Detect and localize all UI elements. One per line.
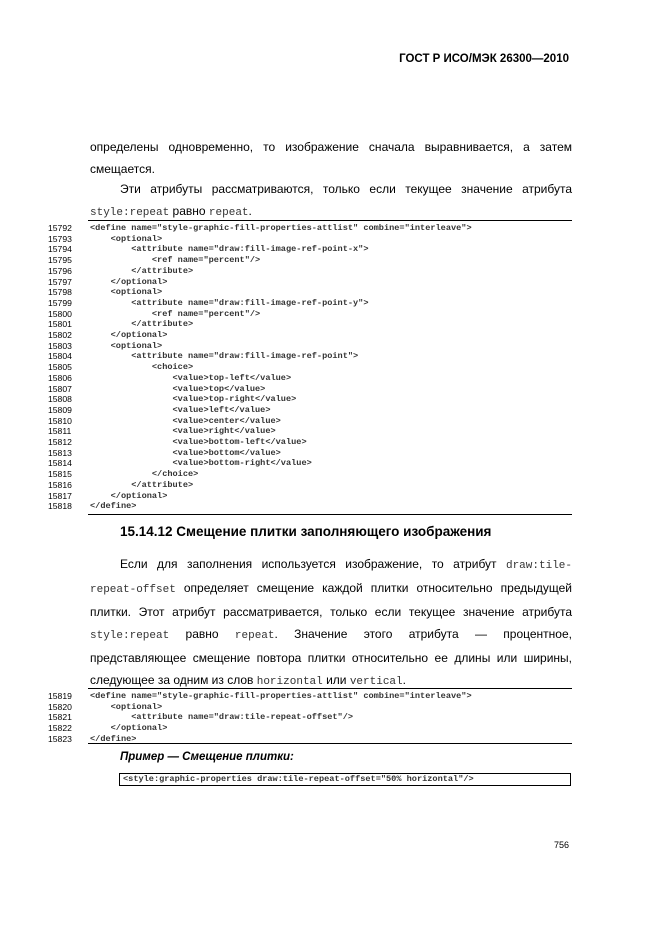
line-number: 15815	[48, 469, 72, 480]
code-top-rule	[88, 688, 572, 689]
code-text: <choice>	[90, 362, 194, 373]
document-header: ГОСТ Р ИСО/МЭК 26300—2010	[399, 53, 569, 65]
line-number: 15814	[48, 458, 72, 469]
line-number: 15810	[48, 415, 72, 426]
code-text: <value>bottom-right</value>	[90, 458, 312, 469]
intro-text-2a: Эти атрибуты рассматриваются, только если текущее значение атрибута	[120, 182, 572, 196]
code-text: <optional>	[90, 701, 163, 712]
code-text: </define>	[90, 733, 137, 744]
line-number: 15799	[48, 297, 72, 308]
section-paragraph	[90, 553, 572, 693]
intro-paragraph-1	[90, 136, 572, 180]
intro-text-2c: .	[248, 204, 252, 218]
line-number: 15809	[48, 404, 72, 415]
code-text: <value>bottom-left</value>	[90, 437, 307, 447]
code-text: <optional>	[90, 340, 163, 351]
section-heading: 15.14.12 Смещение плитки заполняющего изображения	[120, 524, 492, 539]
code-text: </optional>	[90, 723, 168, 734]
line-number: 15811	[48, 426, 72, 437]
intro-text-1: определены одновременно, то изображение сначала выравнивается, а затем смещается.	[90, 140, 572, 176]
code-listing-1	[48, 220, 572, 515]
line-number: 15801	[48, 319, 72, 330]
section-text-b: определяет смещение каждой плитки относительно предыдущей плитки. Этот атрибут рассматривается, только если текущее значение атрибута	[90, 581, 572, 619]
code-tile-repeat-offset: draw:tile-repeat-offset	[90, 560, 572, 596]
line-number: 15822	[48, 723, 72, 734]
section-text-d: . Значение этого атрибута — процентное, представляющее смещение повтора плитки относительно ее длины или ширины, следующее за одним из слов	[90, 627, 572, 687]
code-text: </attribute>	[90, 265, 194, 276]
section-text-a: Если для заполнения используется изображение, то атрибут	[120, 557, 506, 571]
line-number: 15820	[48, 701, 72, 712]
line-number: 15813	[48, 447, 72, 458]
code-text: <attribute name="draw:fill-image-ref-point-y">	[90, 297, 369, 308]
code-text: </attribute>	[90, 319, 194, 330]
code-text: </optional>	[90, 330, 168, 340]
line-number: 15817	[48, 490, 72, 501]
code-bottom-rule	[88, 514, 572, 515]
code-text: <optional>	[90, 233, 163, 244]
code-text: <attribute name="draw:fill-image-ref-point">	[90, 351, 359, 362]
line-number: 15793	[48, 233, 72, 244]
code-text: <ref name="percent"/>	[90, 255, 261, 266]
code-text: <value>top-right</value>	[90, 394, 297, 405]
line-number: 15812	[48, 437, 72, 447]
code-text: <value>left</value>	[90, 404, 271, 415]
code-text: <value>right</value>	[90, 426, 276, 437]
code-style-repeat: style:repeat	[90, 207, 170, 219]
code-text: <value>center</value>	[90, 415, 281, 426]
example-title: Пример — Смещение плитки:	[120, 751, 294, 763]
line-number: 15816	[48, 479, 72, 490]
line-number: 15800	[48, 308, 72, 319]
code-text: <attribute name="draw:fill-image-ref-point-x">	[90, 244, 369, 255]
code-top-rule	[88, 220, 572, 221]
code-text: <value>bottom</value>	[90, 447, 281, 458]
code-bottom-rule	[88, 743, 572, 744]
code-repeat: repeat	[208, 207, 249, 219]
code-text: </attribute>	[90, 479, 194, 490]
code-text: <define name="style-graphic-fill-properties-attlist" combine="interleave">	[90, 691, 472, 701]
intro-text-2b: равно	[169, 204, 209, 218]
line-number: 15823	[48, 733, 72, 744]
line-number: 15798	[48, 287, 72, 298]
section-text-c: равно	[169, 627, 235, 641]
code-text: </optional>	[90, 276, 168, 287]
code-text: </choice>	[90, 469, 199, 480]
line-number: 15806	[48, 372, 72, 383]
line-number: 15795	[48, 255, 72, 266]
code-text: <optional>	[90, 287, 163, 298]
section-text-f: .	[402, 673, 406, 687]
line-number: 15804	[48, 351, 72, 362]
line-number: 15794	[48, 244, 72, 255]
code-repeat-2: repeat	[234, 630, 275, 642]
line-number: 15821	[48, 712, 72, 723]
line-number: 15818	[48, 501, 72, 512]
code-vertical: vertical	[349, 676, 403, 688]
line-number: 15792	[48, 223, 72, 233]
line-number: 15805	[48, 362, 72, 373]
code-text: <define name="style-graphic-fill-properties-attlist" combine="interleave">	[90, 223, 472, 233]
code-text: </define>	[90, 501, 137, 512]
code-style-repeat-2: style:repeat	[90, 630, 170, 642]
code-text: <value>top</value>	[90, 383, 266, 394]
code-text: <ref name="percent"/>	[90, 308, 261, 319]
line-number: 15797	[48, 276, 72, 287]
line-number: 15803	[48, 340, 72, 351]
line-number: 15819	[48, 691, 72, 701]
section-text-e: или	[322, 673, 350, 687]
line-number: 15796	[48, 265, 72, 276]
page-number: 756	[554, 840, 570, 850]
line-number: 15808	[48, 394, 72, 405]
code-horizontal: horizontal	[256, 676, 323, 688]
code-text: <attribute name="draw:tile-repeat-offset"/>	[90, 712, 354, 723]
code-text: <value>top-left</value>	[90, 372, 292, 383]
line-number: 15802	[48, 330, 72, 340]
line-number: 15807	[48, 383, 72, 394]
code-text: </optional>	[90, 490, 168, 501]
example-code-box: <style:graphic-properties draw:tile-repeat-offset="50% horizontal"/>	[119, 773, 571, 786]
intro-paragraph-2	[90, 178, 572, 224]
code-listing-2	[48, 688, 572, 744]
